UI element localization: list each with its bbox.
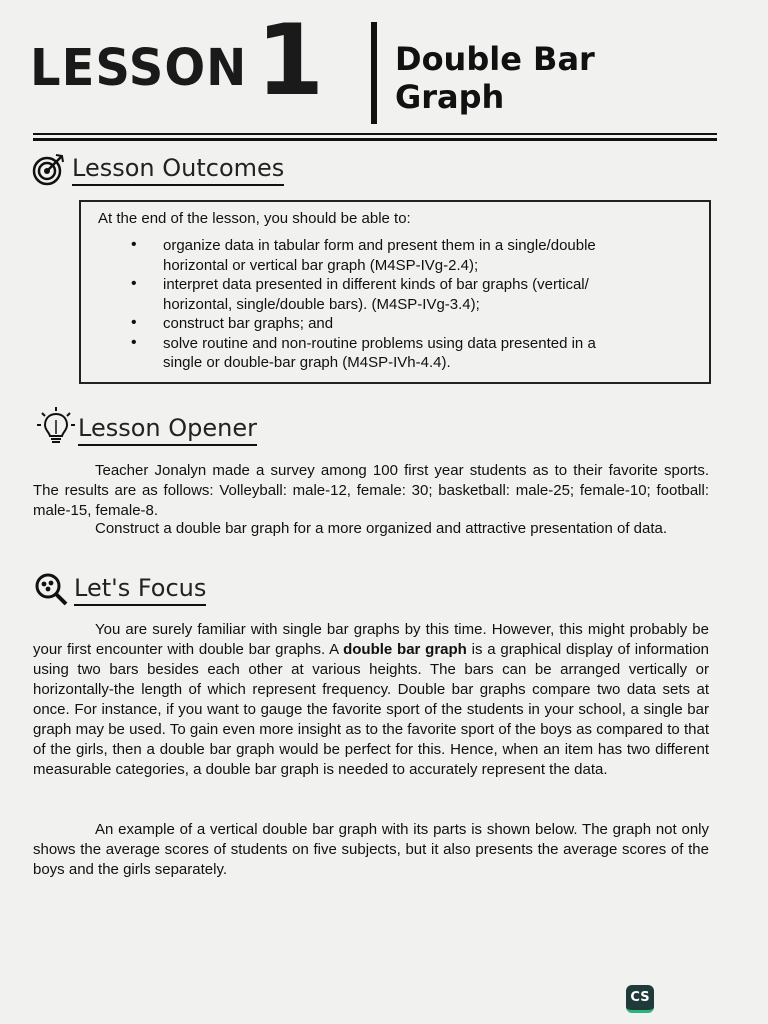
outcomes-intro: At the end of the lesson, you should be able to: <box>98 210 411 227</box>
opener-heading-text: Lesson Opener <box>78 414 257 446</box>
header-rule-bottom <box>33 138 717 141</box>
outcome-item <box>131 334 691 373</box>
camscanner-badge: CS <box>626 985 654 1013</box>
lightbulb-icon <box>36 406 76 446</box>
opener-paragraph-text: Teacher Jonalyn made a survey among 100 first year students as to their favorite sports. The results are as follows: Volleyball: male-12, female: 30; basketball: male-25; female-10; football: male-15, female-8. <box>33 462 709 519</box>
opener-paragraph <box>33 461 709 521</box>
outcome-item <box>131 236 691 275</box>
outcomes-heading <box>32 152 284 186</box>
outcome-line: • organize data in tabular form and present them in a single/double <box>163 237 596 254</box>
lesson-label: LESSON <box>30 38 248 98</box>
focus-heading <box>34 572 206 606</box>
lesson-title-line2: Graph <box>395 78 505 116</box>
focus-paragraph-1 <box>33 620 709 780</box>
outcomes-heading-text: Lesson Outcomes <box>72 154 284 186</box>
outcomes-list <box>131 236 691 373</box>
focus-key-term: double bar graph <box>343 641 467 658</box>
outcome-line: • construct bar graphs; and <box>163 315 334 332</box>
focus-paragraph-2-text: An example of a vertical double bar graph with its parts is shown below. The graph not only shows the average scores of students on five subjects, but it also presents the average scores of the boys and the girls separately. <box>33 821 709 878</box>
outcomes-box <box>79 200 711 384</box>
outcome-line: • interpret data presented in different kinds of bar graphs (vertical/ <box>163 276 589 293</box>
opener-heading <box>36 406 257 446</box>
header-divider <box>371 22 377 124</box>
focus-heading-text: Let's Focus <box>74 574 206 606</box>
lesson-number: 1 <box>256 4 325 118</box>
outcome-item <box>131 314 691 334</box>
magnifier-icon <box>34 572 68 606</box>
outcome-line: single or double-bar graph (M4SP-IVh-4.4). <box>163 354 451 371</box>
outcome-line: • solve routine and non-routine problems using data presented in a <box>163 334 596 352</box>
focus-paragraph-1-text-a: You are surely familiar with single bar graphs by this time. However, this might probably be your first encounter with double bar graphs. A <box>33 621 709 658</box>
outcome-line: horizontal or vertical bar graph (M4SP-IVg-2.4); <box>163 256 479 274</box>
focus-paragraph-2 <box>33 820 709 880</box>
lesson-title-line1: Double Bar <box>395 40 595 78</box>
focus-paragraph-1-text-b: is a graphical display of information using two bars besides each other at various heights. The bars can be arranged vertically or horizontally-the length of which represent frequency. Double bar graphs compare two data sets at once. For instance, if you want to gauge the favorite sport of the students in your school, a single bar graph may be used. To gain even more insight as to the favorite sport of the boys as compared to that of the girls, then a double bar graph would be perfect for this. Hence, when an item has two different measurable categories, a double bar graph is needed to accurately represent the data. <box>33 641 709 778</box>
outcome-line: horizontal, single/double bars). (M4SP-IVg-3.4); <box>163 295 480 313</box>
outcome-item <box>131 275 691 314</box>
opener-instruction-text: Construct a double bar graph for a more organized and attractive presentation of data. <box>95 520 668 537</box>
header-rule-top <box>33 133 717 135</box>
opener-instruction <box>33 519 709 539</box>
target-icon <box>32 152 66 186</box>
lesson-title <box>395 40 695 116</box>
